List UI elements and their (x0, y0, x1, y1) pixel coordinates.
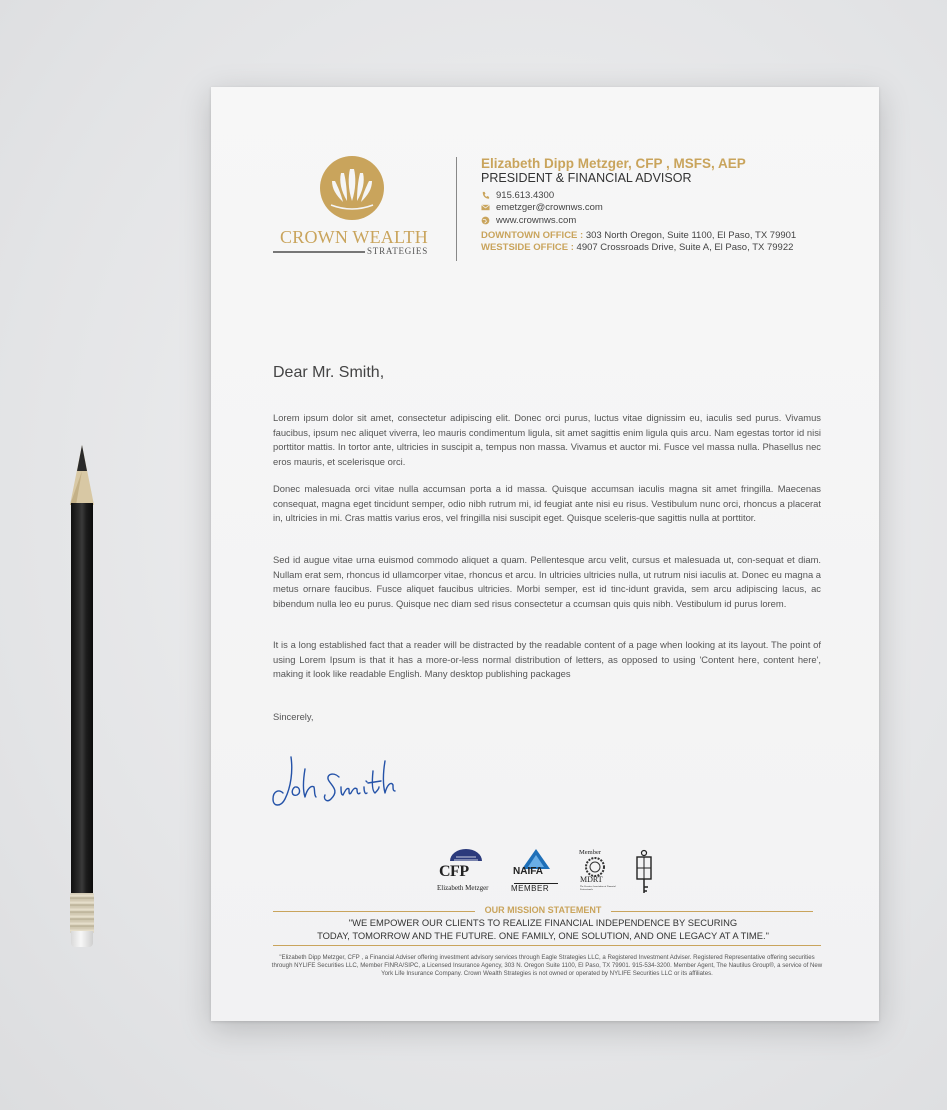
phone-line (481, 189, 861, 202)
office-label: DOWNTOWN OFFICE : (481, 229, 584, 241)
pencil (70, 445, 94, 1005)
advisor-title: PRESIDENT & FINANCIAL ADVISOR (481, 171, 692, 185)
mission-bottom-rule (273, 945, 821, 946)
email-icon (481, 203, 490, 212)
pencil-body (71, 503, 93, 893)
office-address: 4907 Crossroads Drive, Suite A, El Paso, TX 79922 (573, 242, 794, 253)
phone-icon (481, 191, 490, 200)
naifa-member-label: MEMBER (511, 884, 550, 893)
phone-number[interactable]: 915.613.4300 (496, 189, 555, 201)
cfp-holder-name: Elizabeth Metzger (437, 884, 489, 892)
office-address: 303 North Oregon, Suite 1100, El Paso, TX 79901 (583, 229, 797, 241)
crown-wealth-logo (271, 155, 437, 265)
contact-block (481, 156, 861, 255)
letter-paragraph: Sed id augue vitae urna euismod commodo aliquet a quam. Pellentesque arcu velit, cursus et malesuada ut, con-sequat et diam. Nullam erat sem, rhoncus id ullamcorper vitae, rhoncus et arcu. In ultricies ultricies nulla, ut rutrum nisi iaculis at. Donec eu magna a metus ornare faucibus. Fusce aliquet faucibus ultricies. Morbi semper, est id tinc-idunt gravida, sem arcu adipiscing lacus, ac bibendum nulla leo eu purus. Quisque nec diam sed risus consectetur a ccumsan quis quis nibh. Vestibulum id purus lorem. (273, 554, 821, 609)
pencil-eraser (71, 931, 93, 947)
mission-heading (273, 905, 813, 917)
crown-logo-icon (319, 155, 385, 221)
pencil-ferrule (70, 893, 94, 933)
mission-rule-right (611, 911, 813, 912)
downtown-office (481, 230, 861, 243)
letter-paragraph: It is a long established fact that a reader will be distracted by the readable content of a page when looking at its layout. The point of using Lorem Ipsum is that it has a more-or-less normal distribution of letters, as opposed to using 'Content here, content here', making it look like readable English. Many desktop publishing packages (273, 639, 821, 679)
company-name: CROWN WEALTH (280, 227, 428, 247)
advisor-name: Elizabeth Dipp Metzger, CFP , MSFS, AEP (481, 156, 746, 171)
westside-office (481, 242, 861, 255)
letter-paragraph: Donec malesuada orci vitae nulla accumsan porta a id massa. Quisque accumsan iaculis magna sit amet fringilla. Maecenas consequat, magna eget tincidunt semper, odio nibh rutrum mi, id feugiat ante nisi eu risus. Vestibulum nunc orci, rhoncus a placerat in, ultricies in mi. Cras mattis varius eros, vel fringilla nisi suscipit eget. Quisque sceleris-que sagittis nulla at porttitor. (273, 483, 821, 523)
pencil-tip (70, 445, 94, 505)
key-emblem-icon (633, 849, 655, 895)
mdrt-mark: MDRT (580, 875, 603, 884)
letter-greeting: Dear Mr. Smith, (273, 364, 385, 381)
website-line (481, 214, 861, 227)
handwritten-signature (267, 747, 397, 817)
mdrt-member-label: Member (579, 849, 602, 856)
company-subtitle: STRATEGIES (367, 246, 429, 256)
mission-line-1: "WE EMPOWER OUR CLIENTS TO REALIZE FINANCIAL INDEPENDENCE BY SECURING (348, 917, 738, 928)
legal-disclaimer: "Elizabeth Dipp Metzger, CFP , a Financial Adviser offering investment advisory services through Eagle Strategies LLC, a Registered Investment Adviser. Registered Representative offering securities through NYLIFE Securities LLC, Member FINRA/SIPC, a Licensed Insurance Agency, 303 N. Oregon Suite 1100, El Paso, TX 79901. 915-534-3200. Member Agent, The Nautilus Group®, a service of New York Life Insurance Company. Crown Wealth Strategies is not owned or operated by NYLIFE Securities LLC or its affiliates. (271, 954, 823, 977)
mission-statement (273, 917, 813, 942)
website-url[interactable]: www.crownws.com (496, 214, 577, 226)
logo-rule (273, 251, 365, 253)
mission-line-2: TODAY, TOMORROW AND THE FUTURE. ONE FAMILY, ONE SOLUTION, AND ONE LEGACY AT A TIME." (317, 929, 769, 941)
letter-closing: Sincerely, (273, 711, 314, 722)
office-label: WESTSIDE OFFICE : (481, 242, 574, 253)
letterhead-page (211, 87, 879, 1021)
email-line (481, 202, 861, 215)
cfp-mark: CFP (439, 863, 469, 880)
mission-heading-text: OUR MISSION STATEMENT (484, 905, 602, 915)
globe-icon (481, 216, 490, 225)
mdrt-tagline: The Premier Association of Financial Professionals (580, 885, 616, 891)
email-address[interactable]: emetzger@crownws.com (496, 202, 603, 214)
header-divider (456, 157, 457, 261)
naifa-mark: NAIFA (513, 866, 543, 877)
letter-paragraph: Lorem ipsum dolor sit amet, consectetur adipiscing elit. Donec orci purus, luctus vitae dignissim eu, iaculis sed purus. Vivamus faucibus, ipsum nec aliquet viverra, leo mauris condimentum ligula, sit amet sagittis enim ligula quis arcu. Nam egestas tortor id nisi porttitor mattis. In tortor ante, ultricies in suscipit a, tempus non massa. Vivamus et auctor mi. Fusce vel massa nulla. Phasellus nec eros mauris, et scelerisque orci. (273, 412, 821, 467)
